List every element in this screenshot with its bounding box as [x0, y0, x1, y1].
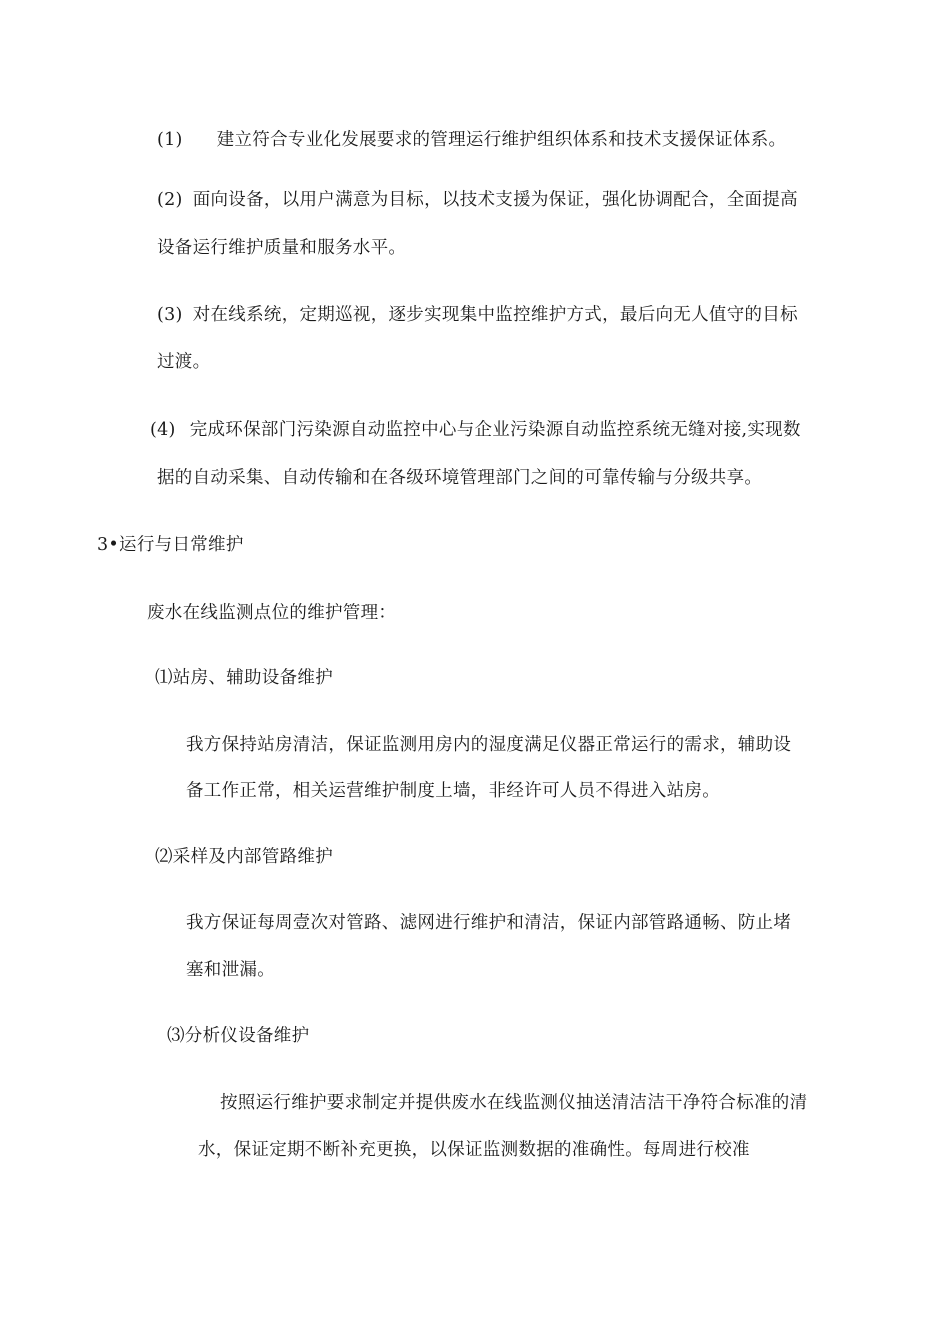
list-item-2-continuation: 设备运行维护质量和服务水平。 — [157, 238, 407, 258]
list-item-4-continuation: 据的自动采集、自动传输和在各级环境管理部门之间的可靠传输与分级共享。 — [157, 468, 763, 488]
subsection-heading-1: ⑴站房、辅助设备维护 — [155, 668, 333, 688]
list-item-3 — [157, 303, 798, 327]
list-item-text: 对在线系统，定期巡视，逐步实现集中监控维护方式，最后向无人值守的目标 — [192, 305, 798, 325]
subsection-paragraph-1: 我方保持站房清洁，保证监测用房内的湿度满足仪器正常运行的需求，辅助设 — [186, 735, 792, 755]
section-intro: 废水在线监测点位的维护管理： — [147, 603, 397, 623]
subsection-paragraph-1-continuation: 备工作正常，相关运营维护制度上墙，非经许可人员不得进入站房。 — [186, 781, 720, 801]
list-item-number: (3) — [157, 305, 183, 325]
subsection-heading-3: ⑶分析仪设备维护 — [167, 1026, 310, 1046]
list-item-text: 完成环保部门污染源自动监控中心与企业污染源自动监控系统无缝对接,实现数 — [189, 420, 801, 440]
list-item-number: (2) — [157, 190, 183, 210]
subsection-heading-2: ⑵采样及内部管路维护 — [155, 847, 333, 867]
list-item-1 — [157, 128, 786, 152]
list-item-number: (4) — [150, 420, 176, 440]
subsection-paragraph-2-continuation: 塞和泄漏。 — [186, 960, 275, 980]
list-item-number: (1) — [157, 130, 183, 150]
section-heading: 3•运行与日常维护 — [97, 535, 244, 555]
list-item-4 — [150, 418, 801, 442]
subsection-paragraph-3: 按照运行维护要求制定并提供废水在线监测仪抽送清洁洁干净符合标准的清 — [220, 1093, 808, 1113]
list-item-text: 建立符合专业化发展要求的管理运行维护组织体系和技术支援保证体系。 — [216, 130, 787, 150]
list-item-2 — [157, 188, 798, 212]
subsection-paragraph-3-continuation: 水，保证定期不断补充更换，以保证监测数据的准确性。每周进行校准 — [198, 1140, 750, 1160]
list-item-text: 面向设备，以用户满意为目标，以技术支援为保证，强化协调配合，全面提高 — [192, 190, 798, 210]
subsection-paragraph-2: 我方保证每周壹次对管路、滤网进行维护和清洁，保证内部管路通畅、防止堵 — [186, 913, 792, 933]
list-item-3-continuation: 过渡。 — [157, 352, 211, 372]
